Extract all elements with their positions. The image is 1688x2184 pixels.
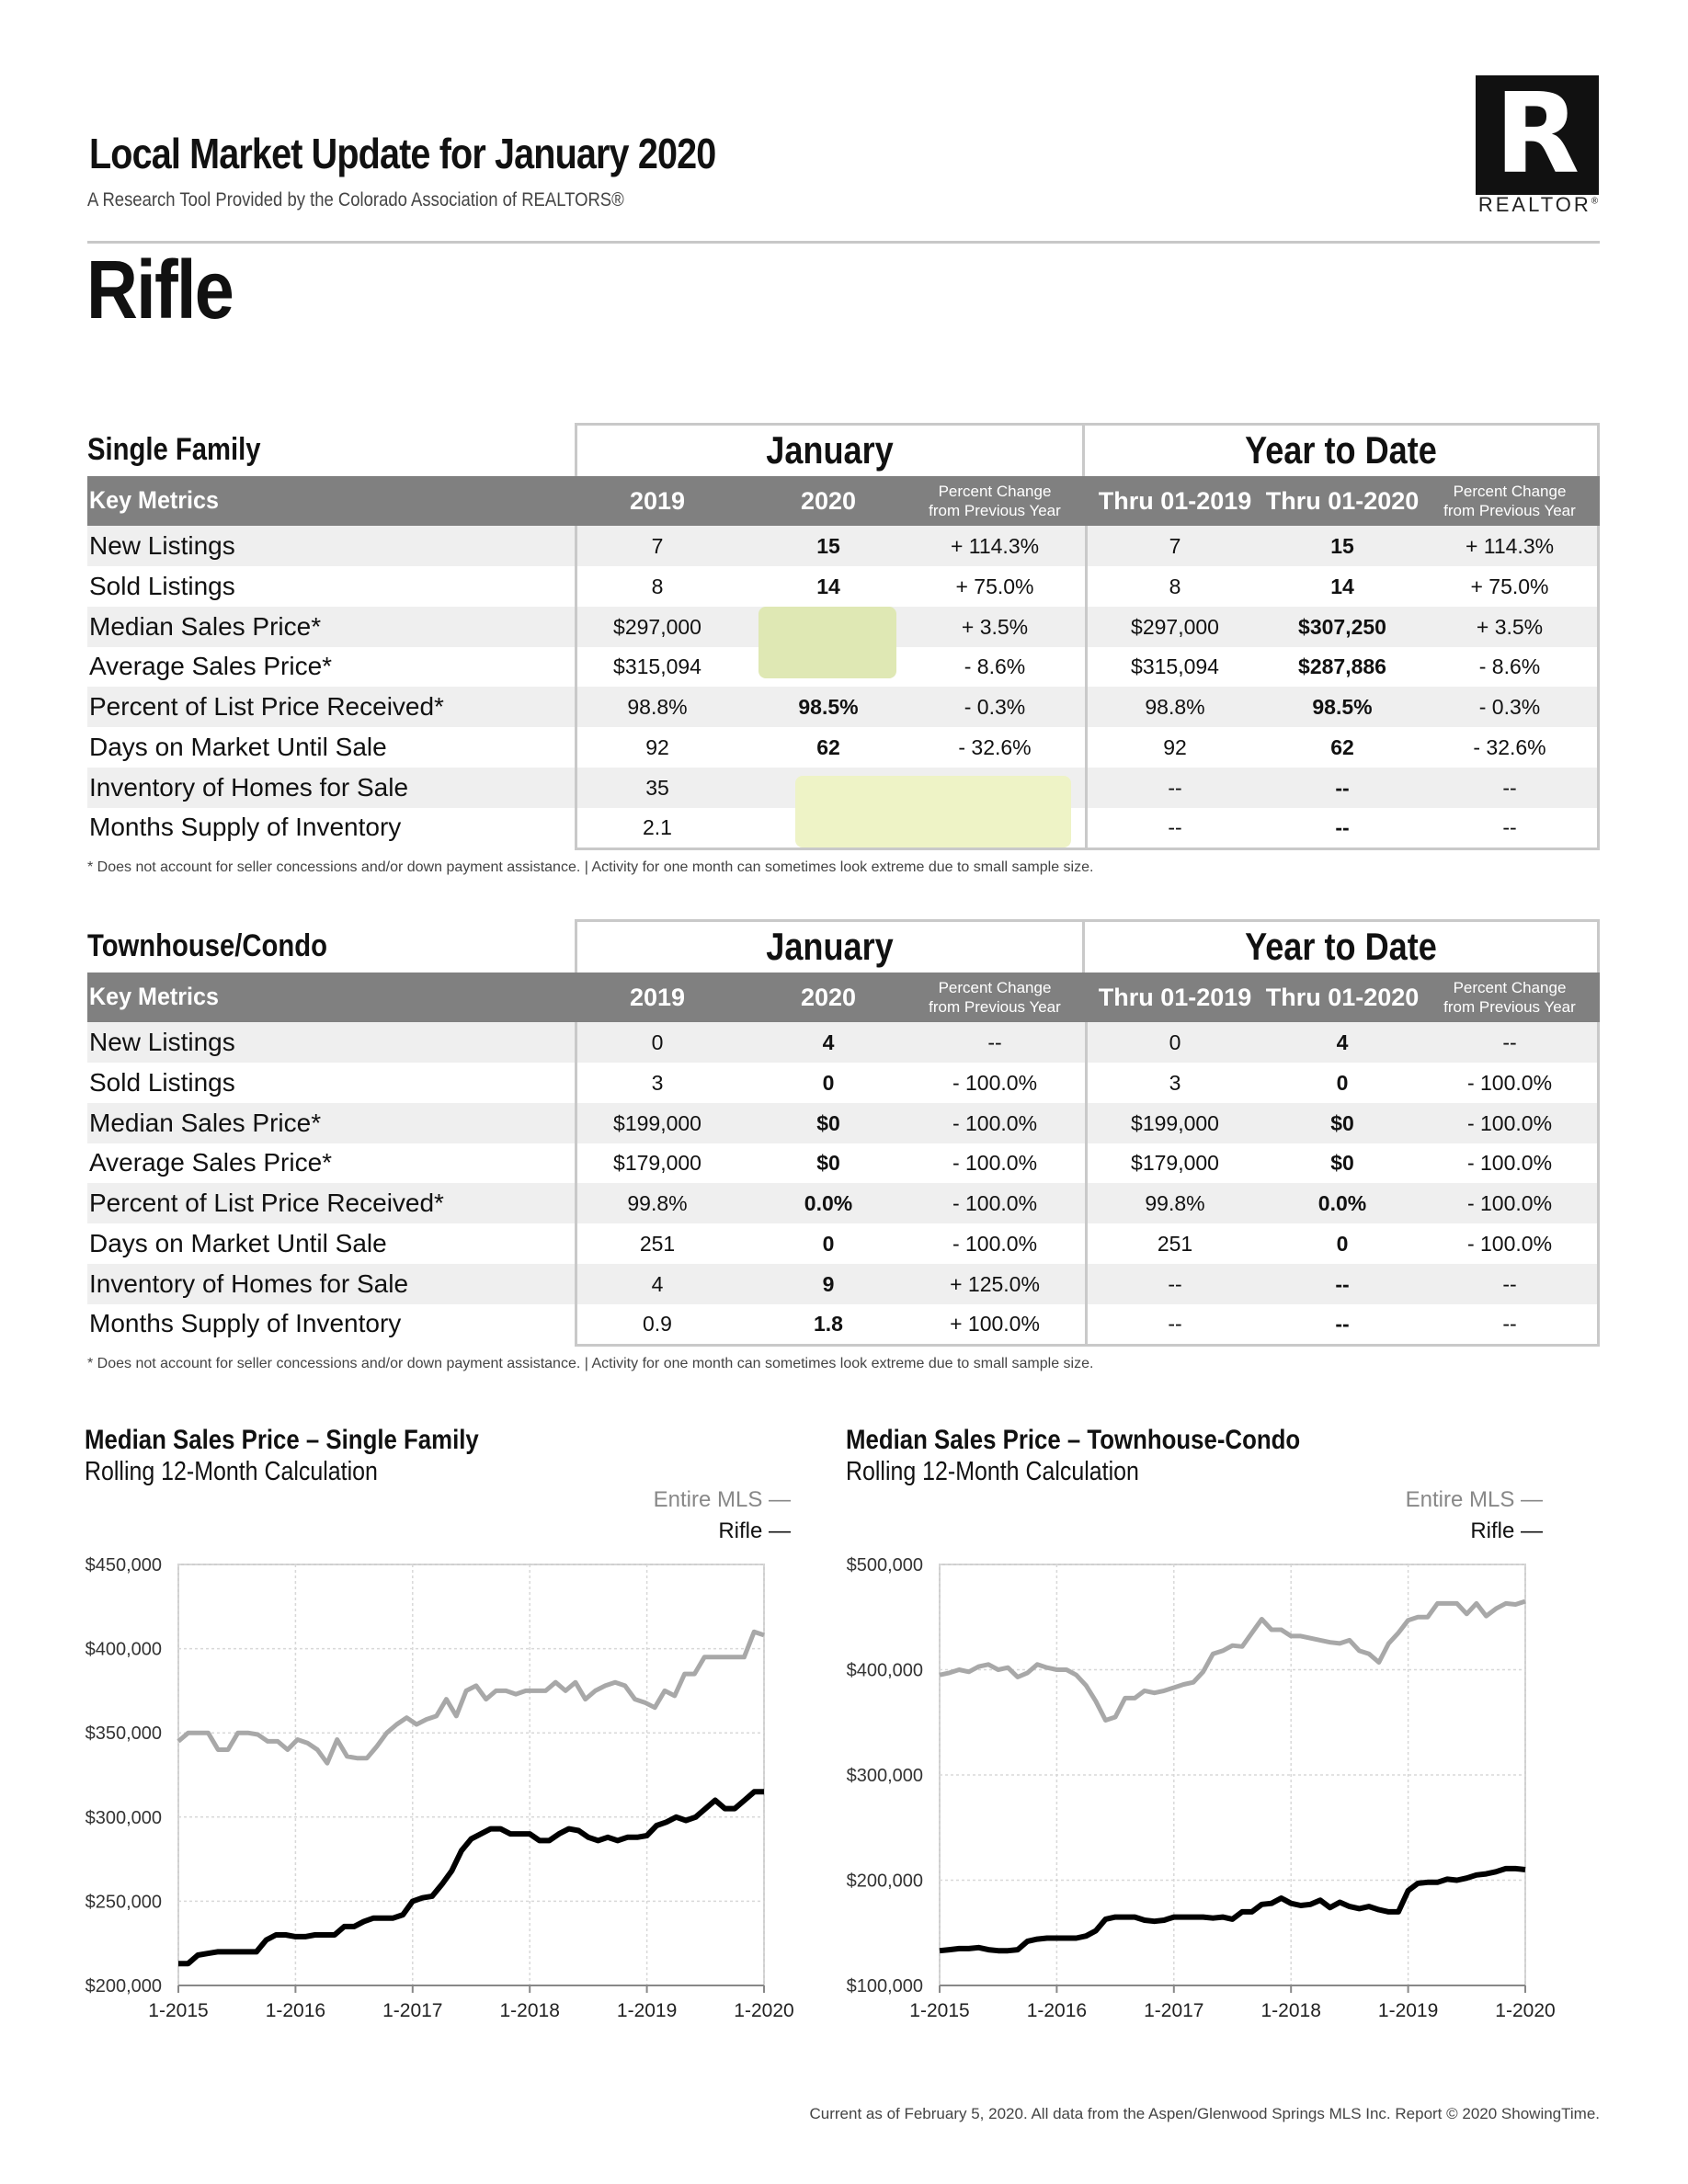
cell-y2020: $0 <box>1330 1110 1354 1135</box>
cell-m2019: $315,094 <box>613 654 701 679</box>
chart2-legend-rifle: Rifle — <box>1470 1519 1543 1543</box>
cell-ypct: - 100.0% <box>1466 1191 1553 1215</box>
cell-y2019: 251 <box>1157 1231 1193 1256</box>
column-header-thru2020: Thru 01-2020 <box>1265 487 1420 515</box>
group-header-ytd-label: Year to Date <box>1245 925 1437 968</box>
cell-m2020: 1.8 <box>814 1312 843 1337</box>
chart2-subtitle: Rolling 12-Month Calculation <box>846 1457 1139 1486</box>
table-row <box>87 526 1600 566</box>
townhouse-condo-table <box>87 917 1600 1346</box>
group-header-month-label: January <box>766 428 894 472</box>
chart1-single-family <box>55 1544 809 2022</box>
cell-mpct: + 125.0% <box>950 1271 1040 1296</box>
table-section-title: Townhouse/Condo <box>87 928 327 963</box>
column-header-thru2020: Thru 01-2020 <box>1265 984 1420 1011</box>
cell-m2020: 15 <box>816 534 840 558</box>
single-family-note: * Does not account for seller concessions and/or down payment assistance. | Activity for one month can sometimes look extreme due to small sample size. <box>87 859 1094 875</box>
table-section-title: Single Family <box>87 432 261 467</box>
row-label: Average Sales Price* <box>89 1148 333 1177</box>
cell-m2020: 0 <box>822 1070 835 1095</box>
cell-m2020: 14 <box>816 574 840 598</box>
cell-y2019: $199,000 <box>1131 1110 1219 1135</box>
cell-m2019: 35 <box>645 775 669 800</box>
percent-change-line1: Percent Change <box>938 979 1052 996</box>
group-header-ytd-label: Year to Date <box>1245 428 1437 472</box>
y-tick-label: $400,000 <box>85 1639 162 1660</box>
cell-y2020: -- <box>1335 1312 1350 1337</box>
y-tick-label: $200,000 <box>85 1976 162 1996</box>
group-header-month-label: January <box>766 925 894 968</box>
cell-ypct: - 0.3% <box>1478 695 1541 719</box>
cell-y2019: $297,000 <box>1131 614 1219 639</box>
cell-ypct: + 75.0% <box>1470 574 1549 598</box>
cell-y2020: $307,250 <box>1298 614 1386 639</box>
table-column-header-bar <box>87 476 1600 526</box>
table-row <box>87 1143 1600 1183</box>
cell-y2019: 3 <box>1169 1070 1181 1095</box>
table-group-header <box>87 917 1600 973</box>
row-label: Days on Market Until Sale <box>89 1228 387 1257</box>
table-divider <box>1597 1022 1600 1346</box>
cell-y2019: -- <box>1168 1312 1182 1337</box>
x-tick-label: 1-2018 <box>499 2000 560 2021</box>
percent-change-line2: from Previous Year <box>1443 502 1576 519</box>
chart1-subtitle: Rolling 12-Month Calculation <box>85 1457 378 1486</box>
y-tick-label: $500,000 <box>846 1555 923 1575</box>
x-tick-label: 1-2016 <box>265 2000 326 2021</box>
cell-ypct: -- <box>1502 1312 1517 1337</box>
table-row <box>87 1103 1600 1143</box>
cell-y2019: -- <box>1168 815 1182 840</box>
cell-mpct: + 114.3% <box>950 534 1040 558</box>
percent-change-line1: Percent Change <box>938 483 1052 500</box>
realtor-logo <box>1476 71 1599 199</box>
chart2-townhouse-condo <box>816 1544 1570 2022</box>
column-header-y2019: 2019 <box>629 487 686 515</box>
cell-m2020: 0 <box>822 1231 835 1256</box>
cell-m2019: 251 <box>639 1231 676 1256</box>
chart2-title: Median Sales Price – Townhouse-Condo <box>846 1425 1301 1455</box>
group-header-month <box>575 919 1085 973</box>
cell-m2020: 9 <box>822 1271 835 1296</box>
cell-mpct: - 0.3% <box>964 695 1026 719</box>
column-header-percent-change <box>903 482 1087 520</box>
cell-mpct: -- <box>987 1030 1002 1054</box>
x-tick-label: 1-2020 <box>734 2000 794 2021</box>
cell-mpct: - 32.6% <box>958 734 1032 759</box>
cell-y2020: -- <box>1335 815 1350 840</box>
row-label: Months Supply of Inventory <box>89 1309 402 1338</box>
group-header-ytd <box>1085 423 1600 476</box>
row-label: New Listings <box>89 1028 235 1056</box>
row-label: Months Supply of Inventory <box>89 813 402 842</box>
row-label: Sold Listings <box>89 571 235 600</box>
y-tick-label: $300,000 <box>85 1807 162 1828</box>
table-divider <box>575 1022 577 1346</box>
y-tick-label: $250,000 <box>85 1892 162 1913</box>
cell-y2019: $315,094 <box>1131 654 1219 679</box>
header-divider <box>87 241 1600 244</box>
cell-mpct: - 100.0% <box>952 1191 1038 1215</box>
percent-change-line2: from Previous Year <box>929 502 1061 519</box>
table-row <box>87 1223 1600 1264</box>
cell-m2019: $179,000 <box>613 1151 701 1176</box>
cell-y2020: $287,886 <box>1298 654 1386 679</box>
cell-y2019: 0 <box>1169 1030 1181 1054</box>
cell-y2020: 98.5% <box>1312 695 1373 719</box>
cell-m2019: 7 <box>651 534 664 558</box>
cell-m2020: 98.5% <box>798 695 859 719</box>
cell-ypct: -- <box>1502 1271 1517 1296</box>
x-tick-label: 1-2018 <box>1260 2000 1321 2021</box>
x-tick-label: 1-2019 <box>1377 2000 1439 2021</box>
plot-frame <box>178 1564 764 1985</box>
x-tick-label: 1-2017 <box>1144 2000 1204 2021</box>
key-metrics-header: Key Metrics <box>89 983 219 1010</box>
cell-y2020: 15 <box>1330 534 1354 558</box>
cell-m2019: 99.8% <box>627 1191 688 1215</box>
x-tick-label: 1-2016 <box>1026 2000 1088 2021</box>
cell-m2019: 0.9 <box>643 1312 672 1337</box>
cell-y2019: 99.8% <box>1145 1191 1205 1215</box>
table-divider <box>1085 1022 1088 1346</box>
cell-y2020: 0 <box>1336 1231 1349 1256</box>
table-row <box>87 566 1600 607</box>
cell-mpct: - 100.0% <box>952 1231 1038 1256</box>
table-row <box>87 1022 1600 1063</box>
y-tick-label: $450,000 <box>85 1555 162 1575</box>
report-title: Local Market Update for January 2020 <box>89 130 716 177</box>
cell-y2020: -- <box>1335 1271 1350 1296</box>
cell-y2020: 4 <box>1336 1030 1349 1054</box>
table-row <box>87 687 1600 727</box>
table-bottom-border <box>575 1344 1600 1347</box>
cell-ypct: -- <box>1502 1030 1517 1054</box>
cell-m2020: 62 <box>816 734 840 759</box>
cell-y2019: 98.8% <box>1145 695 1205 719</box>
townhouse-condo-note: * Does not account for seller concessions and/or down payment assistance. | Activity for one month can sometimes look extreme due to small sample size. <box>87 1356 1094 1371</box>
single-family-table <box>87 421 1600 849</box>
cell-m2019: 0 <box>651 1030 664 1054</box>
cell-mpct: - 100.0% <box>952 1070 1038 1095</box>
column-header-thru2019: Thru 01-2019 <box>1098 487 1252 515</box>
cell-m2019: 92 <box>645 734 669 759</box>
chart1-legend-entire-mls: Entire MLS — <box>653 1487 791 1512</box>
cell-ypct: - 100.0% <box>1466 1070 1553 1095</box>
table-row <box>87 1264 1600 1304</box>
table-row <box>87 1063 1600 1103</box>
row-label: Median Sales Price* <box>89 611 322 641</box>
column-header-thru2019: Thru 01-2019 <box>1098 984 1252 1011</box>
column-header-percent-change <box>1418 978 1602 1017</box>
cell-m2019: 3 <box>651 1070 664 1095</box>
chart2-legend-entire-mls: Entire MLS — <box>1405 1487 1543 1512</box>
cell-ypct: - 100.0% <box>1466 1231 1553 1256</box>
x-tick-label: 1-2020 <box>1495 2000 1556 2021</box>
percent-change-line2: from Previous Year <box>929 998 1061 1016</box>
row-label: Days on Market Until Sale <box>89 732 387 761</box>
table-row <box>87 727 1600 768</box>
column-header-y2020: 2020 <box>800 487 857 515</box>
row-label: Inventory of Homes for Sale <box>89 772 409 802</box>
cell-m2020: 0.0% <box>804 1191 853 1215</box>
series-line-entire-mls <box>940 1601 1525 1720</box>
cell-ypct: - 100.0% <box>1466 1151 1553 1176</box>
cell-y2019: 92 <box>1163 734 1187 759</box>
cell-y2020: 14 <box>1330 574 1354 598</box>
x-tick-label: 1-2019 <box>616 2000 678 2021</box>
y-tick-label: $400,000 <box>846 1660 923 1681</box>
cell-m2019: 8 <box>651 574 664 598</box>
cell-m2019: $199,000 <box>613 1110 701 1135</box>
row-label: Median Sales Price* <box>89 1108 322 1137</box>
x-tick-label: 1-2017 <box>382 2000 443 2021</box>
cell-mpct: - 100.0% <box>952 1151 1038 1176</box>
column-header-percent-change <box>903 978 1087 1017</box>
row-label: New Listings <box>89 531 235 560</box>
cell-y2019: 8 <box>1169 574 1181 598</box>
table-column-header-bar <box>87 973 1600 1022</box>
cell-ypct: - 32.6% <box>1473 734 1546 759</box>
cell-mpct: + 3.5% <box>961 614 1029 639</box>
cell-ypct: -- <box>1502 775 1517 800</box>
y-tick-label: $350,000 <box>85 1723 162 1745</box>
cell-ypct: -- <box>1502 815 1517 840</box>
series-line-rifle <box>940 1869 1525 1951</box>
cell-y2019: 7 <box>1169 534 1181 558</box>
group-header-ytd <box>1085 919 1600 973</box>
row-label: Inventory of Homes for Sale <box>89 1268 409 1298</box>
table-divider <box>1085 526 1088 849</box>
cell-m2019: 4 <box>651 1271 664 1296</box>
realtor-logo-word: REALTOR® <box>1477 193 1599 216</box>
city-name: Rifle <box>86 245 234 336</box>
cell-ypct: + 114.3% <box>1465 534 1555 558</box>
cell-mpct: + 75.0% <box>955 574 1034 598</box>
key-metrics-header: Key Metrics <box>89 486 219 514</box>
percent-change-line2: from Previous Year <box>1443 998 1576 1016</box>
cell-y2020: -- <box>1335 775 1350 800</box>
column-header-y2019: 2019 <box>629 984 686 1011</box>
highlight-price <box>758 607 896 678</box>
cell-m2019: 2.1 <box>643 815 672 840</box>
cell-ypct: + 3.5% <box>1476 614 1544 639</box>
realtor-logo-letter: R <box>1494 71 1580 199</box>
percent-change-line1: Percent Change <box>1453 483 1567 500</box>
column-header-percent-change <box>1418 482 1602 520</box>
footer-source: Current as of February 5, 2020. All data from the Aspen/Glenwood Springs MLS Inc. Report © 2020 ShowingTime. <box>809 2105 1600 2122</box>
row-label: Percent of List Price Received* <box>89 1189 444 1217</box>
table-group-header <box>87 421 1600 476</box>
cell-m2020: $0 <box>816 1151 840 1176</box>
cell-y2020: 0.0% <box>1317 1191 1367 1215</box>
column-header-y2020: 2020 <box>800 984 857 1011</box>
cell-y2020: $0 <box>1330 1151 1354 1176</box>
table-divider <box>1597 526 1600 849</box>
cell-y2019: -- <box>1168 1271 1182 1296</box>
row-label: Percent of List Price Received* <box>89 692 444 721</box>
series-line-entire-mls <box>178 1632 764 1763</box>
row-label: Average Sales Price* <box>89 652 333 681</box>
table-bottom-border <box>575 847 1600 850</box>
percent-change-line1: Percent Change <box>1453 979 1567 996</box>
cell-m2019: 98.8% <box>627 695 688 719</box>
table-divider <box>575 526 577 849</box>
x-tick-label: 1-2015 <box>148 2000 209 2021</box>
y-tick-label: $300,000 <box>846 1766 923 1786</box>
cell-m2020: 4 <box>822 1030 835 1054</box>
y-tick-label: $100,000 <box>846 1976 923 1996</box>
highlight-inventory <box>795 776 1071 847</box>
cell-mpct: + 100.0% <box>950 1312 1040 1337</box>
report-subtitle: A Research Tool Provided by the Colorado Association of REALTORS® <box>87 189 624 210</box>
cell-mpct: - 100.0% <box>952 1110 1038 1135</box>
x-tick-label: 1-2015 <box>909 2000 970 2021</box>
y-tick-label: $200,000 <box>846 1871 923 1892</box>
chart1-title: Median Sales Price – Single Family <box>85 1425 479 1455</box>
cell-y2019: $179,000 <box>1131 1151 1219 1176</box>
chart1-legend-rifle: Rifle — <box>718 1519 791 1543</box>
cell-ypct: - 8.6% <box>1478 654 1541 679</box>
table-row <box>87 1183 1600 1223</box>
cell-ypct: - 100.0% <box>1466 1110 1553 1135</box>
cell-y2019: -- <box>1168 775 1182 800</box>
cell-m2020: $0 <box>816 1110 840 1135</box>
cell-m2019: $297,000 <box>613 614 701 639</box>
table-row <box>87 1303 1600 1344</box>
cell-y2020: 62 <box>1330 734 1354 759</box>
cell-mpct: - 8.6% <box>964 654 1026 679</box>
group-header-month <box>575 423 1085 476</box>
row-label: Sold Listings <box>89 1067 235 1097</box>
cell-y2020: 0 <box>1336 1070 1349 1095</box>
